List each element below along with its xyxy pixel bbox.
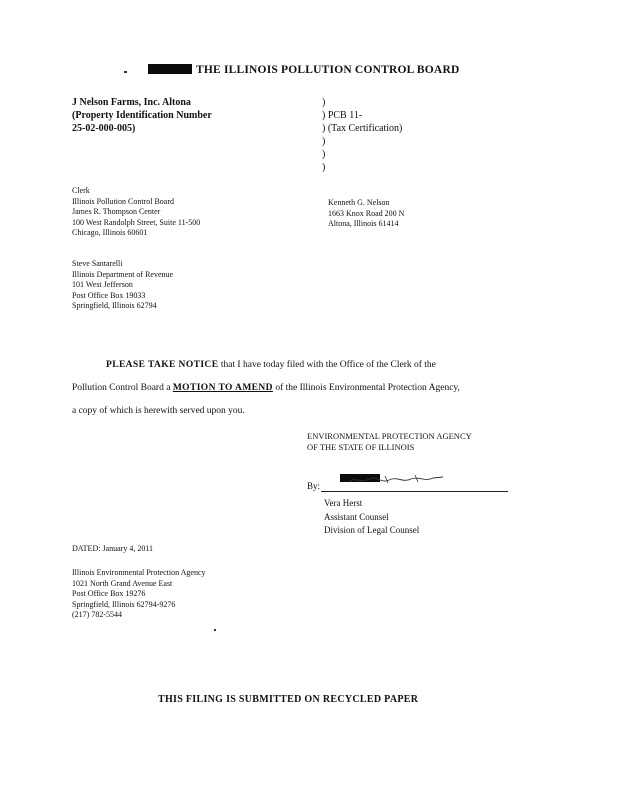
address-line: James R. Thompson Center xyxy=(72,207,161,216)
case-caption-petitioner xyxy=(72,96,212,135)
address-line: 101 West Jefferson xyxy=(72,280,133,289)
caption-line: ) PCB 11- xyxy=(322,110,363,121)
signer-title: Assistant Counsel xyxy=(324,511,389,522)
speck xyxy=(214,629,216,631)
document-header xyxy=(148,64,459,76)
signature-line xyxy=(321,491,508,492)
notice-text: Pollution Control Board a xyxy=(72,383,173,393)
signer-info xyxy=(324,497,419,538)
agency-address xyxy=(72,568,206,621)
address-line: Springfield, Illinois 62794-9276 xyxy=(72,599,176,609)
address-line: Altona, Illinois 61414 xyxy=(328,219,399,228)
redaction-bar xyxy=(148,64,192,74)
signature-image xyxy=(319,472,449,486)
signer-name: Vera Herst xyxy=(324,498,363,508)
caption-line: (Property Identification Number xyxy=(72,110,212,121)
address-line: Springfield, Illinois 62794 xyxy=(72,301,157,310)
case-caption-docket xyxy=(322,96,402,174)
address-line: Clerk xyxy=(72,186,90,195)
notice-lead: PLEASE TAKE NOTICE xyxy=(106,360,219,370)
notice-line xyxy=(72,400,572,423)
caption-line: 25-02-000-005) xyxy=(72,123,136,134)
address-line: Illinois Environmental Protection Agency xyxy=(72,568,206,577)
address-line: Post Office Box 19276 xyxy=(72,589,146,598)
caption-line: ) xyxy=(322,149,326,160)
footer-recycled-notice: THIS FILING IS SUBMITTED ON RECYCLED PAPER xyxy=(158,694,419,705)
address-line: Chicago, Illinois 60601 xyxy=(72,228,148,237)
address-line: Steve Santarelli xyxy=(72,259,123,268)
address-line: 1021 North Grand Avenue East xyxy=(72,578,173,588)
address-line: Kenneth G. Nelson xyxy=(328,198,390,207)
speck xyxy=(124,71,127,73)
notice-line xyxy=(72,354,572,377)
address-line: 1663 Knox Road 200 N xyxy=(328,208,405,218)
agency-line: OF THE STATE OF ILLINOIS xyxy=(307,442,415,452)
notice-line xyxy=(72,377,572,400)
address-line: Illinois Department of Revenue xyxy=(72,269,174,279)
caption-line: ) (Tax Certification) xyxy=(322,123,403,134)
service-address-revenue xyxy=(72,259,173,312)
notice-text: of the Illinois Environmental Protection Agency, xyxy=(272,383,460,393)
agency-signature-block xyxy=(307,431,472,453)
caption-line: ) xyxy=(322,162,326,173)
notice-text: that I have today filed with the Office of the Clerk of the xyxy=(218,360,436,370)
signature-row xyxy=(307,481,321,495)
service-address-petitioner xyxy=(328,198,404,230)
agency-line: ENVIRONMENTAL PROTECTION AGENCY xyxy=(307,431,472,441)
address-line: (217) 782-5544 xyxy=(72,610,122,619)
notice-paragraph xyxy=(72,354,572,423)
by-label: By: xyxy=(307,481,321,491)
notice-text: a copy of which is herewith served upon you. xyxy=(72,406,245,416)
date-line: DATED: January 4, 2011 xyxy=(72,544,154,553)
address-line: Illinois Pollution Control Board xyxy=(72,196,175,206)
address-line: Post Office Box 19033 xyxy=(72,290,146,300)
header-title: THE ILLINOIS POLLUTION CONTROL BOARD xyxy=(196,64,460,76)
caption-line: J Nelson Farms, Inc. Altona xyxy=(72,97,191,108)
service-address-clerk xyxy=(72,186,200,239)
caption-line: ) xyxy=(322,136,326,147)
motion-title: MOTION TO AMEND xyxy=(172,383,273,393)
signer-division: Division of Legal Counsel xyxy=(324,525,420,535)
caption-line: ) xyxy=(322,97,326,108)
address-line: 100 West Randolph Street, Suite 11-500 xyxy=(72,217,201,227)
